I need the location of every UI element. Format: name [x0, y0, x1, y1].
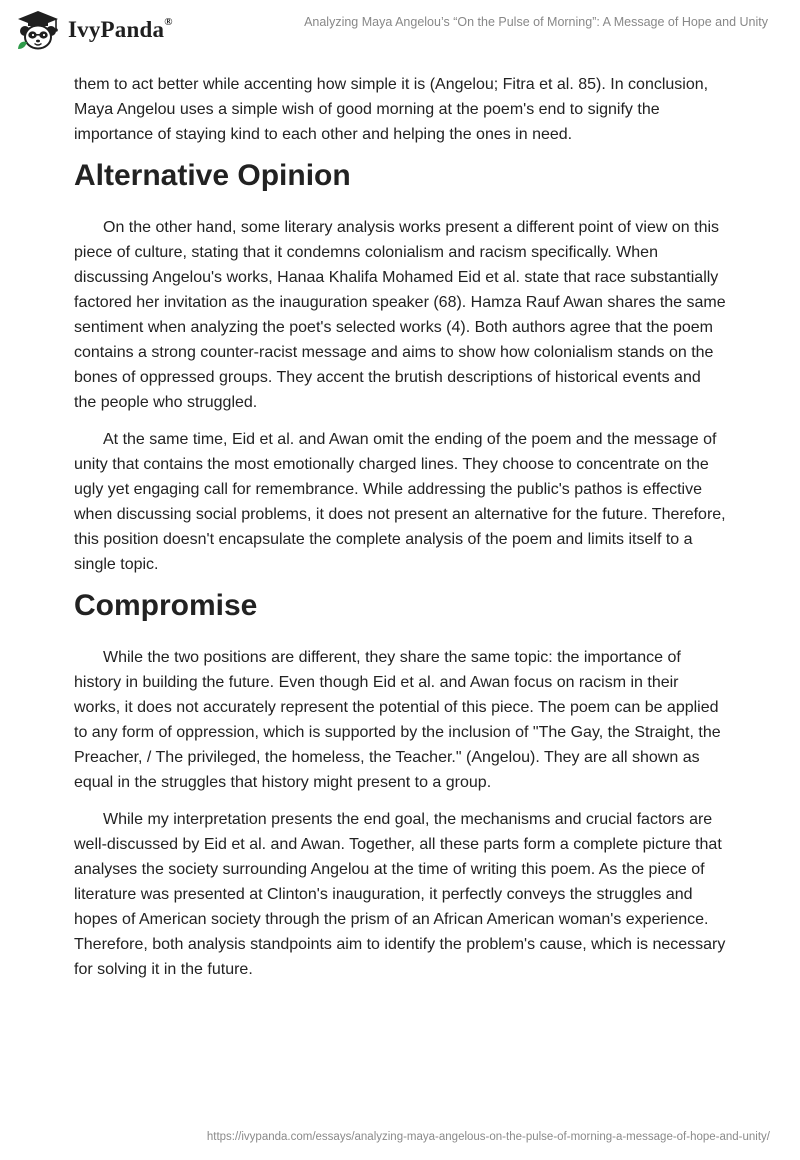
paragraph: While the two positions are different, they share the same topic: the importance of history in building the future. Even though Eid et al. and Awan focus on racism in their works, it does not accurately represent the potential of this piece. The poem can be applied to any form of oppression, which is supported by the inclusion of "The Gay, the Straight, the Preacher, / The privileged, the homeless, the Teacher." (Angelou). They are all shown as equal in the struggles that history might present to a group.	[74, 649, 721, 791]
section-heading-alternative-opinion: Alternative Opinion	[74, 159, 351, 192]
page-header	[0, 0, 800, 60]
brand-text: IvyPanda	[68, 17, 165, 42]
section-heading-compromise: Compromise	[74, 589, 258, 622]
brand-name	[68, 17, 173, 43]
intro-paragraph: them to act better while accenting how simple it is (Angelou; Fitra et al. 85). In conclusion, Maya Angelou uses a simple wish of good morning at the poem's end to signify the importance of staying kind to each other and helping the ones in need.	[74, 76, 709, 143]
source-url[interactable]: https://ivypanda.com/essays/analyzing-maya-angelous-on-the-pulse-of-morning-a-message-of-hope-and-unity/	[206, 1131, 770, 1143]
ivypanda-logo[interactable]	[16, 9, 173, 51]
essay-content	[74, 72, 726, 994]
paragraph: At the same time, Eid et al. and Awan omit the ending of the poem and the message of unity that contains the most emotionally charged lines. They choose to concentrate on the ugly yet engaging call for remembrance. While addressing the public's pathos is effective when discussing social problems, it does not present an alternative for the future. Therefore, this position doesn't encapsulate the complete analysis of the poem and limits itself to a single topic.	[74, 431, 726, 573]
document-title: Analyzing Maya Angelou’s “On the Pulse of Morning”: A Message of Hope and Unity	[304, 15, 768, 29]
paragraph: On the other hand, some literary analysis works present a different point of view on this piece of culture, stating that it condemns colonialism and racism specifically. When discussing Angelou's works, Hanaa Khalifa Mohamed Eid et al. state that race substantially factored her invitation as the inauguration speaker (68). Hamza Rauf Awan shares the same sentiment when analyzing the poet's selected works (4). Both authors agree that the poem contains a strong counter-racist message and aims to show how colonialism stands on the bones of oppressed groups. They accent the brutish descriptions of historical events and the people who struggled.	[74, 219, 726, 411]
registered-mark: ®	[164, 16, 173, 29]
paragraph: While my interpretation presents the end goal, the mechanisms and crucial factors are well-discussed by Eid et al. and Awan. Together, all these parts form a complete picture that analyses the society surrounding Angelou at the time of writing this poem. As the piece of literature was presented at Clinton's inauguration, it perfectly conveys the struggles and hopes of American society through the prism of an African American woman's experience. Therefore, both analysis standpoints aim to identify the problem's cause, which is necessary for solving it in the future.	[74, 811, 726, 978]
panda-graduate-icon	[16, 9, 60, 51]
